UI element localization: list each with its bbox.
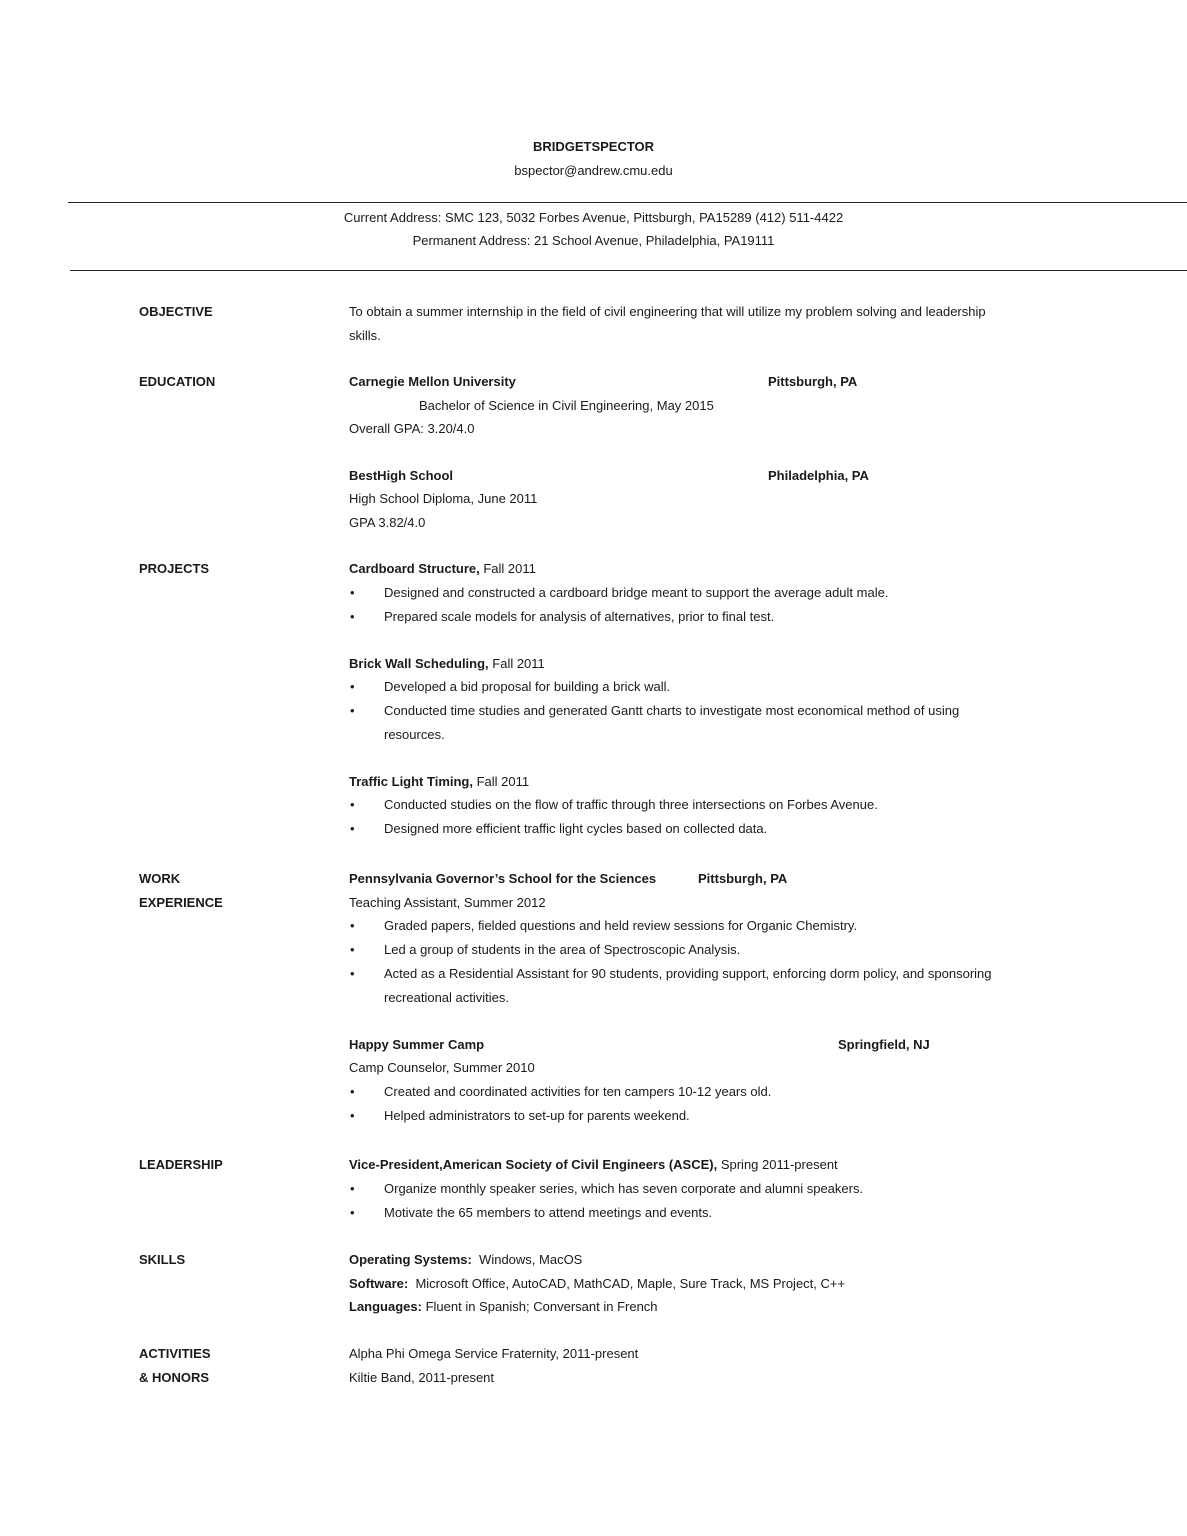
header-divider-top xyxy=(68,202,1187,203)
education-section xyxy=(349,370,1049,534)
leadership-title: Vice-President,American Society of Civil Engineers (ASCE), Spring 2011-present xyxy=(349,1157,838,1172)
work-section xyxy=(349,867,1049,1128)
project-title: Traffic Light Timing, Fall 2011 xyxy=(349,773,530,789)
current-address: Current Address: SMC 123, 5032 Forbes Avenue, Pittsburgh, PA15289 (412) 511-4422 xyxy=(343,210,844,225)
section-label-objective: OBJECTIVE xyxy=(139,304,213,319)
project-bullet: • Developed a bid proposal for building a brick wall. xyxy=(349,675,1049,699)
permanent-address: Permanent Address: 21 School Avenue, Philadelphia, PA19111 xyxy=(412,233,775,248)
skills-section xyxy=(349,1248,1049,1319)
leadership-bullet: • Motivate the 65 members to attend meetings and events. xyxy=(349,1201,1049,1225)
job-org: Pennsylvania Governor’s School for the Sciences xyxy=(349,871,657,886)
project-title: Brick Wall Scheduling, Fall 2011 xyxy=(349,655,545,671)
skill-row: Languages: Fluent in Spanish; Conversant in French xyxy=(349,1299,658,1314)
objective-text-line2: skills. xyxy=(349,327,381,343)
objective-section xyxy=(349,300,1049,347)
section-label-projects: PROJECTS xyxy=(139,561,210,576)
project-bullet: • Conducted time studies and generated Gantt charts to investigate most economical method of using xyxy=(349,699,1049,723)
job-bullet-continuation: recreational activities. xyxy=(384,990,509,1005)
degree: Bachelor of Science in Civil Engineering, May 2015 xyxy=(419,397,714,413)
school-location: Philadelphia, PA xyxy=(768,467,869,483)
project-bullet: • Conducted studies on the flow of traffic through three intersections on Forbes Avenue. xyxy=(349,793,1049,817)
job-bullet: • Acted as a Residential Assistant for 90 students, providing support, enforcing dorm policy, and sponsoring xyxy=(349,962,1049,986)
section-label-education: EDUCATION xyxy=(139,374,216,389)
job-bullet: • Graded papers, fielded questions and held review sessions for Organic Chemistry. xyxy=(349,914,1049,938)
email-address: bspector@andrew.cmu.edu xyxy=(514,163,673,178)
project-bullet-continuation: resources. xyxy=(384,727,445,742)
section-label-activities-line1: ACTIVITIES xyxy=(139,1346,211,1361)
job-location: Springfield, NJ xyxy=(838,1036,930,1052)
job-role: Camp Counselor, Summer 2010 xyxy=(349,1060,535,1075)
project-bullet: • Prepared scale models for analysis of alternatives, prior to final test. xyxy=(349,605,1049,629)
gpa: Overall GPA: 3.20/4.0 xyxy=(349,421,475,436)
leadership-bullet: • Organize monthly speaker series, which has seven corporate and alumni speakers. xyxy=(349,1177,1049,1201)
project-bullet: • Designed and constructed a cardboard bridge meant to support the average adult male. xyxy=(349,581,1049,605)
section-label-skills: SKILLS xyxy=(139,1252,186,1267)
job-bullet: • Helped administrators to set-up for parents weekend. xyxy=(349,1104,1049,1128)
leadership-section xyxy=(349,1153,1049,1225)
school-header xyxy=(349,370,1049,394)
school-location: Pittsburgh, PA xyxy=(768,374,858,389)
degree: High School Diploma, June 2011 xyxy=(349,491,538,506)
header-divider-bottom xyxy=(70,270,1187,271)
skill-row: Operating Systems: Windows, MacOS xyxy=(349,1252,583,1267)
activity-item: Kiltie Band, 2011-present xyxy=(349,1369,495,1385)
section-label-work-line1: WORK xyxy=(139,871,181,886)
section-label-work xyxy=(139,867,223,914)
project-bullet: • Designed more efficient traffic light cycles based on collected data. xyxy=(349,817,1049,841)
job-org: Happy Summer Camp xyxy=(349,1036,485,1052)
section-label-work-line2: EXPERIENCE xyxy=(139,894,223,910)
school-header xyxy=(349,464,1049,488)
project-title: Cardboard Structure, Fall 2011 xyxy=(349,561,536,576)
job-bullet: • Created and coordinated activities for ten campers 10-12 years old. xyxy=(349,1080,1049,1104)
section-label-activities-line2: & HONORS xyxy=(139,1369,210,1385)
section-label-leadership: LEADERSHIP xyxy=(139,1157,223,1172)
school-name: Carnegie Mellon University xyxy=(349,374,516,389)
gpa: GPA 3.82/4.0 xyxy=(349,514,426,530)
activities-section xyxy=(349,1342,1049,1389)
job-header xyxy=(349,867,1049,891)
section-label-activities xyxy=(139,1342,211,1389)
school-name: BestHigh School xyxy=(349,467,454,483)
job-location: Pittsburgh, PA xyxy=(698,871,788,886)
skill-row: Software: Microsoft Office, AutoCAD, MathCAD, Maple, Sure Track, MS Project, C++ xyxy=(349,1275,846,1291)
projects-section xyxy=(349,557,1049,841)
job-header xyxy=(349,1033,1049,1057)
job-bullet: • Led a group of students in the area of Spectroscopic Analysis. xyxy=(349,938,1049,962)
objective-text-line1: To obtain a summer internship in the field of civil engineering that will utilize my problem solving and leadership xyxy=(349,304,986,319)
job-role: Teaching Assistant, Summer 2012 xyxy=(349,894,546,910)
resume-name: BRIDGETSPECTOR xyxy=(532,139,655,154)
activity-item: Alpha Phi Omega Service Fraternity, 2011-present xyxy=(349,1346,639,1361)
